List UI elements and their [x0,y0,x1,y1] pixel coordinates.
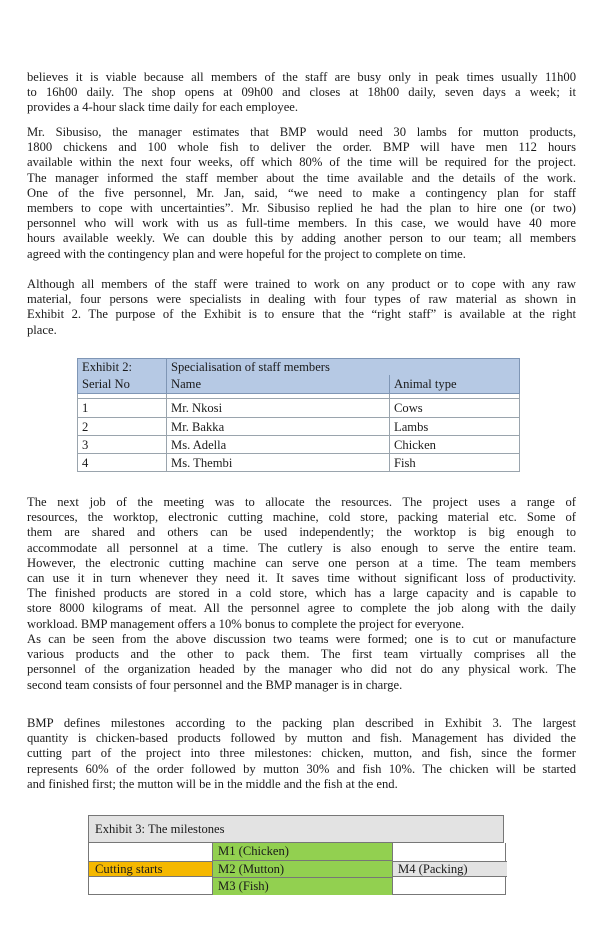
text-line: place. [27,322,57,337]
text-line: quantity is chicken-based products followed by mutton and fish. Management has divided the [27,731,576,746]
paragraph-manager-estimate [27,125,576,262]
paragraph-milestones [27,716,576,792]
text-line: second team consists of four personnel and the BMP manager is in charge. [27,677,403,692]
exhibit-3-milestones [88,815,506,895]
text-line: workload. BMP management offers a 10% bonus to complete the project for everyone. [27,616,465,631]
text-line: material, four persons were specialists in dealing with four types of raw material as shown in [27,292,576,307]
name-cell: Ms. Thembi [167,454,390,472]
text-line: various products and the other to pack them. The first team virtually comprises all the [27,647,576,662]
exhibit-2-table [77,358,520,472]
text-line: represents 60% of the order followed by mutton 30% and fish 10%. The chicken will be started [27,761,576,776]
exhibit-2-label: Exhibit 2: [78,359,167,376]
paragraph-teams [27,632,576,693]
animal-cell: Lambs [390,418,520,436]
text-line: store 8000 kilograms of meat. All the personnel agree to complete the job along with the daily [27,601,576,616]
milestone-m4-packing: M4 (Packing) [393,861,507,877]
table-row [78,399,520,418]
text-line: accommodate all personnel at a time. The cutlery is also enough to serve the entire team. [27,540,576,555]
text-line: The next job of the meeting was to allocate the resources. The project uses a range of [27,495,576,509]
text-line: believes it is viable because all members of the staff are busy only in peak times usually 11h00 [27,70,576,84]
text-line: members to cope with uncertainties”. Mr. Sibusiso replied he had the plan to hire one (or two) [27,201,576,216]
serial-cell: 1 [78,399,167,418]
text-line: 1800 chickens and 100 whole fish to deliver the order. BMP will have men 112 hours [27,140,576,155]
table-row [78,418,520,436]
animal-cell: Fish [390,454,520,472]
cutting-starts-cell: Cutting starts [89,861,212,877]
text-line: provides a 4-hour slack time daily for each employee. [27,100,299,115]
milestone-m2: M2 (Mutton) [213,860,392,878]
paragraph-slack-time [27,70,576,116]
text-line: agreed with the contingency plan and were hopeful for the project to complete on time. [27,246,466,261]
text-line: However, the electronic cutting machine can serve one person at a time. The team members [27,555,576,570]
text-line: them are shared and others can be used independently; the worktop is big enough to [27,525,576,540]
serial-cell: 3 [78,436,167,454]
text-line: can use it in turn whenever they need it. It saves time without significant loss of productivity. [27,571,576,586]
milestone-row [88,843,506,895]
text-line: Although all members of the staff were trained to work on any product or to cope with any raw [27,277,576,291]
name-cell: Ms. Adella [167,436,390,454]
text-line: personnel of the organization headed by the manager who did not do any physical work. The [27,662,576,677]
milestone-m1: M1 (Chicken) [213,843,392,860]
text-line: cutting part of the project into three milestones: chicken, mutton, and fish, since the former [27,746,576,761]
header-name: Name [167,375,390,394]
paragraph-resources [27,495,576,632]
header-serial-no: Serial No [78,375,167,394]
text-line: One of the five personnel, Mr. Jan, said, “we need to make a contingency plan for staff [27,185,576,200]
paragraph-specialists [27,277,576,338]
name-cell: Mr. Bakka [167,418,390,436]
text-line: Mr. Sibusiso, the manager estimates that BMP would need 30 lambs for mutton products, [27,125,576,139]
animal-cell: Chicken [390,436,520,454]
text-line: The finished products are stored in a cold store, which has a large capacity and is capable to [27,586,576,601]
header-animal-type: Animal type [390,375,520,394]
serial-cell: 4 [78,454,167,472]
name-cell: Mr. Nkosi [167,399,390,418]
exhibit-3-title: Exhibit 3: The milestones [88,815,504,843]
exhibit-2-title: Specialisation of staff members [167,359,520,376]
text-line: As can be seen from the above discussion two teams were formed; one is to cut or manufacture [27,632,576,646]
table-row [78,436,520,454]
text-line: The manager informed the staff member about the time available and the details of the work. [27,170,576,185]
text-line: Exhibit 2. The purpose of the Exhibit is to ensure that the “right staff” is available at the right [27,307,576,322]
text-line: available within the next four weeks, off which 80% of the time will be required for the project. [27,155,576,170]
text-line: and finished first; the mutton will be in the middle and the fish at the end. [27,776,398,791]
text-line: personnel who will work with us as full-time members. In this case, we would have 40 more [27,216,576,231]
text-line: to 16h00 daily. The shop opens at 09h00 and closes at 18h00 daily, seven days a week; it [27,85,576,100]
text-line: BMP defines milestones according to the packing plan described in Exhibit 3. The largest [27,716,576,730]
text-line: resources, the worktop, electronic cutting machine, cold store, packing material etc. Some of [27,510,576,525]
animal-cell: Cows [390,399,520,418]
text-line: hours available weekly. We can double this by adding another person to our team; all members [27,231,576,246]
serial-cell: 2 [78,418,167,436]
table-row [78,454,520,472]
milestone-m3: M3 (Fish) [213,878,392,895]
